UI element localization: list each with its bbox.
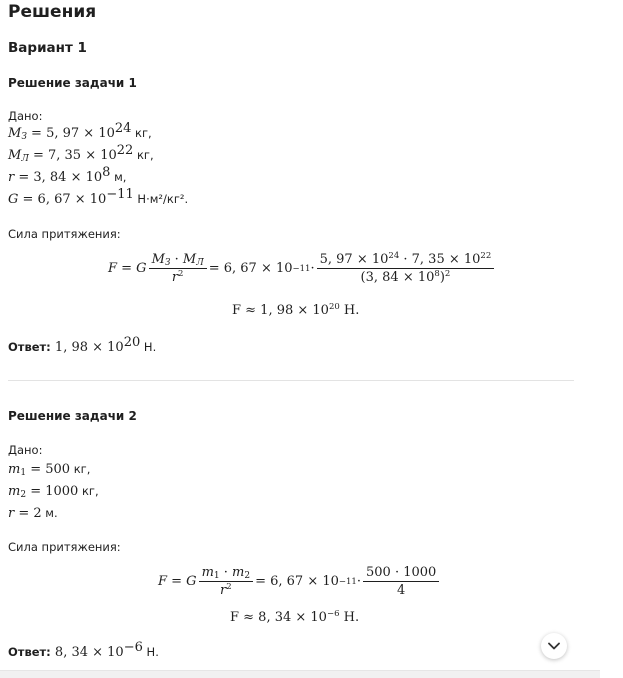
- task1-given-mass-earth: $M_З = 5$, $97 \times 10^{24}$ кг,: [8, 121, 152, 142]
- variant-heading: Вариант 1: [8, 40, 87, 56]
- task1-given-distance: r = 3, $84 \times 10^8$ м,: [8, 165, 127, 185]
- task2-heading: Решение задачи 2: [8, 409, 137, 423]
- task2-answer: Ответ: 8, $34 \times 10^{-6}$ Н.: [8, 640, 159, 660]
- task1-given-mass-moon: $M_Л = 7$, $35 \times 10^{22}$ кг,: [8, 143, 154, 164]
- chevron-down-icon: [548, 642, 560, 650]
- task1-given-gravity-constant: G = 6, $67 \times 10^{-11}$ Н·м²/кг².: [8, 187, 189, 207]
- task2-force-label: Сила притяжения:: [8, 540, 121, 554]
- task2-given-distance: r = 2 м.: [8, 506, 58, 521]
- task1-heading: Решение задачи 1: [8, 76, 137, 90]
- task1-given-label: Дано:: [8, 109, 43, 123]
- task2-given-mass1: $m_1 = 500$ кг,: [8, 462, 91, 478]
- task1-answer: Ответ: 1, $98 \times 10^{20}$ Н.: [8, 335, 157, 355]
- page-title: Решения: [8, 2, 97, 22]
- task1-result: F ≈ 1, $98 \times 10^{20}$ Н.: [232, 302, 360, 318]
- task2-given-mass2: $m_2 = 1000$ кг,: [8, 484, 99, 500]
- task2-gravity-formula: F = G $\frac{m_1 \cdot m_2}{r^2}$ = 6, 67 × 10 −11 · $\frac{500 \cdot 1000}{4}$: [158, 565, 441, 598]
- task2-given-label: Дано:: [8, 443, 43, 457]
- scroll-down-button[interactable]: [541, 633, 567, 659]
- task2-result: F ≈ 8, $34 \times 10^{-6}$ Н.: [230, 609, 360, 625]
- task1-force-label: Сила притяжения:: [8, 227, 121, 241]
- section-divider: [8, 380, 574, 381]
- task1-gravity-formula: F = G $\frac{M_З \cdot M_Л}{r^2}$ = 6, 67 × 10 −11 · $\frac{5, 97 \times 10^{24} \cdot 7, 35 \times 10^{22}}{(3, 84 \times 10^8)^2}$: [108, 252, 496, 285]
